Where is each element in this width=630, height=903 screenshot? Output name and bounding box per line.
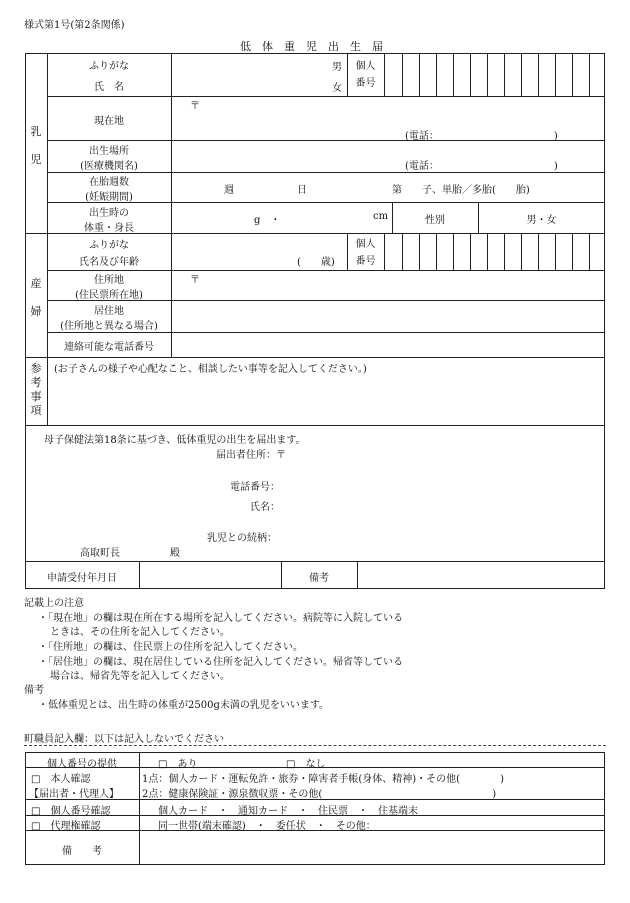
notice-statement: 母子保健法第18条に基づき、低体重児の出生を届出ます。 [44,435,306,446]
mother-address-label-1: 住所地 [94,275,124,286]
infant-sex-male[interactable]: 男 [332,62,342,73]
contact-phone-field[interactable] [172,333,604,356]
infant-section-label: 乳児 [30,125,42,166]
infant-sex-female[interactable]: 女 [332,83,342,94]
notifier-phone-label: 電話番号： [230,482,280,493]
note-2: ・「住所地」の欄は、住民票上の住所を記入してください。 [38,642,303,653]
birthplace-phone: (電話： ) [405,161,558,172]
mother-section-label: 産婦 [30,277,42,318]
receipt-date-label: 申請受付年月日 [47,573,117,584]
infant-furigana-label: ふりがな [89,61,129,72]
staff-kojin-check[interactable]: □ 個人番号確認 [31,806,111,817]
staff-proxy-docs: 同一世帯(端末確認) ・ 委任状 ・ その他： [158,821,376,832]
mother-address-label-2: (住民票所在地) [75,290,143,301]
staff-kojin-no-checkbox[interactable]: □ なし [286,759,326,770]
staff-kojin-docs: 個人カード ・ 通知カード ・ 住民票 ・ 住基端末 [158,806,418,817]
residence-field[interactable] [172,301,604,331]
height-unit: cm [373,211,389,222]
sex-value[interactable]: 男・女 [526,215,557,226]
mother-kojin-bango-label: 個人番号 [355,239,376,267]
honorific-dono: 殿 [170,548,180,559]
weight-height-label-1: 出生時の [89,208,129,219]
receipt-remarks-field[interactable] [358,562,604,588]
mother-address-field[interactable] [172,271,604,299]
contact-phone-label: 連絡可能な電話番号 [64,342,154,353]
gestation-label-2: (妊娠期間) [85,192,133,203]
infant-address-label: 現在地 [94,116,124,127]
remarks-field[interactable] [48,375,604,424]
receipt-date-field[interactable] [140,562,280,588]
remarks-instruction: (お子さんの様子や心配なこと、相談したい事等を記入してください。) [54,364,367,375]
gestation-week-unit: 週 [224,185,234,196]
receipt-remarks-label: 備考 [309,573,329,584]
mother-age-unit: ( 歳) [297,257,335,268]
relationship-label: 乳児との続柄： [207,533,277,544]
infant-name-label: 氏 名 [94,82,124,93]
notes-heading: 記載上の注意 [24,598,84,609]
remarks-section-label: 参考事項 [30,362,42,417]
infant-kojin-bango-label: 個人番号 [355,61,376,89]
mother-name-age-label: 氏名及び年齢 [79,257,139,268]
staff-remarks-label: 備 考 [62,846,102,857]
mother-furigana-label: ふりがな [89,240,129,251]
staff-proxy-check[interactable]: □ 代理権確認 [31,821,101,832]
staff-kojin-yes-checkbox[interactable]: □ あり [158,759,198,770]
residence-label-1: 居住地 [94,306,124,317]
mother-postal-mark: 〒 [190,275,200,286]
infant-kojin-bango-field[interactable] [385,54,605,96]
staff-identity-docs-2: 2点：健康保険証・源泉徴収票・その他( ) [142,789,497,800]
note-1a: ・「現在地」の欄は現在所在する場所を記入してください。病院等に入院している [38,613,403,624]
staff-identity-docs-1: 1点：個人カード・運転免許・旅券・障害者手帳(身体、精神)・その他( ) [142,774,504,785]
staff-remarks-field[interactable] [140,831,604,864]
infant-address-phone: (電話： ) [405,131,558,142]
weight-height-label-2: 体重・身長 [84,223,134,234]
staff-kojin-provided-label: 個人番号の提供 [47,759,117,770]
infant-postal-mark: 〒 [190,101,200,112]
staff-heading: 町職員記入欄：以下は記入しないでください [24,734,224,745]
gestation-label-1: 在胎週数 [89,177,129,188]
staff-identity-who: 【届出者・代理人】 [29,789,119,800]
infant-name-field[interactable] [172,56,346,95]
note-3b: 場合は、帰省先等を記入してください。 [50,671,230,682]
mother-kojin-bango-field[interactable] [385,234,605,270]
note-3a: ・「居住地」の欄は、現在居住している住所を記入してください。帰省等している [38,657,403,668]
weight-height-field[interactable] [172,203,391,232]
mayor-name: 高取町長 [80,548,120,559]
sex-label: 性別 [425,215,445,226]
birthplace-label-2: (医療機関名) [80,161,138,172]
birthplace-label-1: 出生場所 [89,146,129,157]
birth-order-text: 第 子、単胎／多胎( 胎) [392,185,530,196]
notifier-name-label: 氏名： [250,502,280,513]
note-1b: ときは、その住所を記入してください。 [50,627,230,638]
residence-label-2: (住所地と異なる場合) [60,321,158,332]
form-number: 様式第1号(第2条関係) [24,20,125,31]
notifier-address-label: 届出者住所：〒 [216,450,286,461]
form-title: 低 体 重 児 出 生 届 [240,40,383,53]
gestation-day-unit: 日 [297,185,307,196]
gestation-field[interactable] [172,173,604,201]
bikou-text: ・低体重児とは、出生時の体重が2500g未満の乳児をいいます。 [38,700,330,711]
bikou-heading: 備考 [24,685,44,696]
weight-unit: g ・ [254,215,281,226]
staff-identity-check[interactable]: □ 本人確認 [31,774,91,785]
